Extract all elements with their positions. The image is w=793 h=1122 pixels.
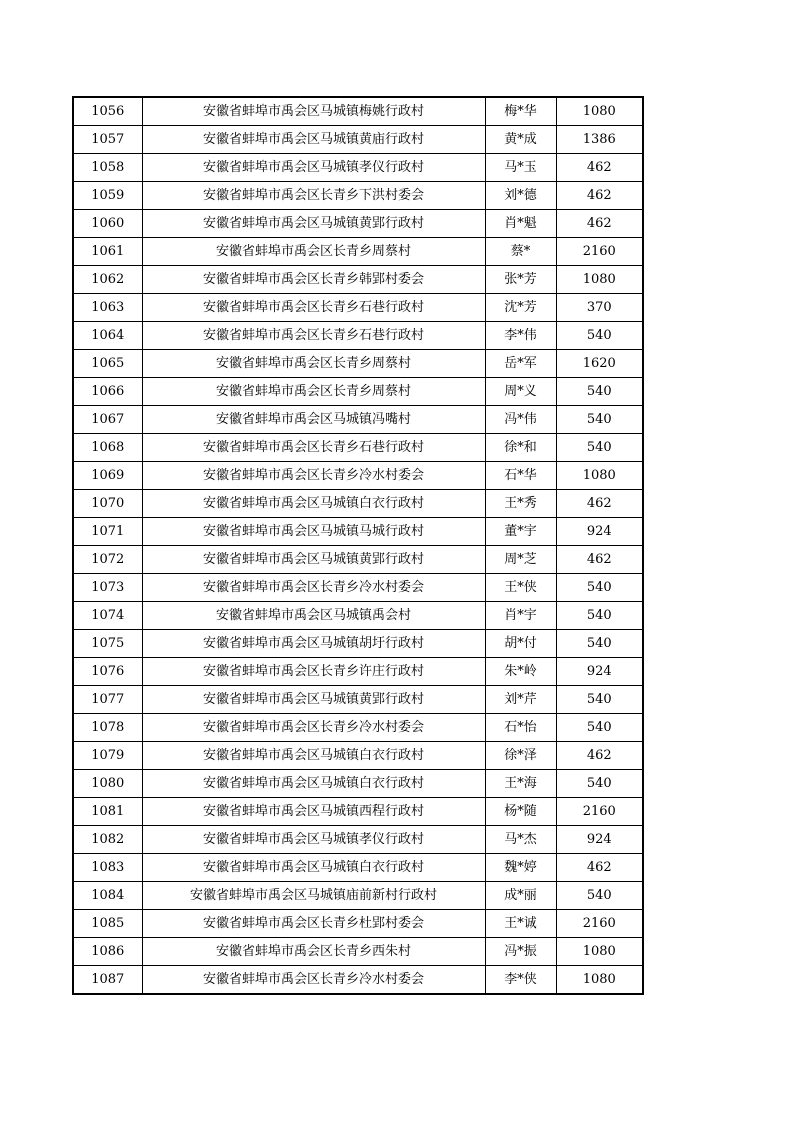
table-row [73, 742, 643, 770]
cell-amount: 540 [556, 602, 643, 630]
cell-amount: 462 [556, 854, 643, 882]
cell-name: 石*华 [485, 462, 556, 490]
cell-address: 安徽省蚌埠市禹会区马城镇黄郢行政村 [142, 210, 485, 238]
table-row [73, 686, 643, 714]
cell-name: 董*宇 [485, 518, 556, 546]
cell-serial-number: 1060 [73, 210, 142, 238]
cell-name: 胡*付 [485, 630, 556, 658]
cell-serial-number: 1085 [73, 910, 142, 938]
cell-name: 梅*华 [485, 97, 556, 126]
table-row [73, 294, 643, 322]
cell-address: 安徽省蚌埠市禹会区长青乡周蔡村 [142, 238, 485, 266]
cell-amount: 2160 [556, 238, 643, 266]
cell-amount: 1080 [556, 266, 643, 294]
cell-address: 安徽省蚌埠市禹会区马城镇黄郢行政村 [142, 546, 485, 574]
cell-name: 岳*军 [485, 350, 556, 378]
cell-name: 蔡* [485, 238, 556, 266]
cell-name: 沈*芳 [485, 294, 556, 322]
cell-serial-number: 1071 [73, 518, 142, 546]
cell-address: 安徽省蚌埠市禹会区马城镇马城行政村 [142, 518, 485, 546]
cell-serial-number: 1083 [73, 854, 142, 882]
cell-name: 徐*泽 [485, 742, 556, 770]
table-row [73, 938, 643, 966]
cell-name: 肖*宇 [485, 602, 556, 630]
cell-name: 王*侠 [485, 574, 556, 602]
cell-name: 刘*德 [485, 182, 556, 210]
table-body [73, 97, 643, 994]
cell-amount: 540 [556, 686, 643, 714]
table-row [73, 602, 643, 630]
cell-serial-number: 1067 [73, 406, 142, 434]
cell-amount: 540 [556, 434, 643, 462]
cell-serial-number: 1058 [73, 154, 142, 182]
cell-name: 成*丽 [485, 882, 556, 910]
cell-serial-number: 1079 [73, 742, 142, 770]
cell-amount: 924 [556, 518, 643, 546]
cell-address: 安徽省蚌埠市禹会区马城镇黄庙行政村 [142, 126, 485, 154]
cell-name: 周*义 [485, 378, 556, 406]
cell-amount: 924 [556, 826, 643, 854]
table-row [73, 378, 643, 406]
cell-address: 安徽省蚌埠市禹会区马城镇黄郢行政村 [142, 686, 485, 714]
cell-address: 安徽省蚌埠市禹会区马城镇白衣行政村 [142, 742, 485, 770]
table-row [73, 882, 643, 910]
table-row [73, 154, 643, 182]
table-row [73, 546, 643, 574]
cell-name: 王*秀 [485, 490, 556, 518]
cell-serial-number: 1066 [73, 378, 142, 406]
cell-address: 安徽省蚌埠市禹会区长青乡石巷行政村 [142, 434, 485, 462]
cell-amount: 1080 [556, 462, 643, 490]
cell-serial-number: 1082 [73, 826, 142, 854]
cell-serial-number: 1075 [73, 630, 142, 658]
table-row [73, 910, 643, 938]
cell-address: 安徽省蚌埠市禹会区马城镇胡圩行政村 [142, 630, 485, 658]
cell-name: 张*芳 [485, 266, 556, 294]
table-row [73, 238, 643, 266]
table-row [73, 966, 643, 995]
cell-serial-number: 1087 [73, 966, 142, 995]
cell-name: 王*诚 [485, 910, 556, 938]
cell-serial-number: 1074 [73, 602, 142, 630]
cell-name: 冯*伟 [485, 406, 556, 434]
table-row [73, 350, 643, 378]
cell-serial-number: 1069 [73, 462, 142, 490]
cell-name: 王*海 [485, 770, 556, 798]
table-row [73, 518, 643, 546]
table-row [73, 826, 643, 854]
cell-address: 安徽省蚌埠市禹会区长青乡杜郢村委会 [142, 910, 485, 938]
table-row [73, 630, 643, 658]
cell-name: 马*杰 [485, 826, 556, 854]
cell-serial-number: 1065 [73, 350, 142, 378]
cell-amount: 540 [556, 630, 643, 658]
cell-serial-number: 1072 [73, 546, 142, 574]
cell-serial-number: 1076 [73, 658, 142, 686]
cell-amount: 540 [556, 378, 643, 406]
cell-address: 安徽省蚌埠市禹会区马城镇孝仪行政村 [142, 154, 485, 182]
cell-amount: 540 [556, 574, 643, 602]
table-row [73, 658, 643, 686]
cell-serial-number: 1084 [73, 882, 142, 910]
cell-serial-number: 1063 [73, 294, 142, 322]
cell-address: 安徽省蚌埠市禹会区马城镇白衣行政村 [142, 854, 485, 882]
cell-address: 安徽省蚌埠市禹会区长青乡石巷行政村 [142, 294, 485, 322]
table-row [73, 462, 643, 490]
cell-amount: 1080 [556, 938, 643, 966]
cell-serial-number: 1057 [73, 126, 142, 154]
cell-address: 安徽省蚌埠市禹会区马城镇梅姚行政村 [142, 97, 485, 126]
table-row [73, 798, 643, 826]
cell-amount: 1386 [556, 126, 643, 154]
table-row [73, 97, 643, 126]
recipient-table [72, 96, 644, 995]
table-row [73, 854, 643, 882]
cell-address: 安徽省蚌埠市禹会区马城镇孝仪行政村 [142, 826, 485, 854]
table-row [73, 406, 643, 434]
cell-name: 徐*和 [485, 434, 556, 462]
table-row [73, 714, 643, 742]
table-row [73, 490, 643, 518]
cell-name: 马*玉 [485, 154, 556, 182]
cell-amount: 462 [556, 210, 643, 238]
cell-amount: 1080 [556, 966, 643, 995]
cell-address: 安徽省蚌埠市禹会区长青乡冷水村委会 [142, 574, 485, 602]
cell-address: 安徽省蚌埠市禹会区长青乡周蔡村 [142, 378, 485, 406]
cell-amount: 540 [556, 714, 643, 742]
cell-address: 安徽省蚌埠市禹会区马城镇白衣行政村 [142, 770, 485, 798]
cell-name: 冯*振 [485, 938, 556, 966]
cell-amount: 540 [556, 322, 643, 350]
table-row [73, 210, 643, 238]
cell-address: 安徽省蚌埠市禹会区马城镇白衣行政村 [142, 490, 485, 518]
cell-amount: 1080 [556, 97, 643, 126]
cell-serial-number: 1070 [73, 490, 142, 518]
table-row [73, 182, 643, 210]
cell-name: 刘*芹 [485, 686, 556, 714]
cell-serial-number: 1061 [73, 238, 142, 266]
cell-name: 李*伟 [485, 322, 556, 350]
cell-name: 石*怡 [485, 714, 556, 742]
cell-address: 安徽省蚌埠市禹会区长青乡周蔡村 [142, 350, 485, 378]
cell-address: 安徽省蚌埠市禹会区马城镇庙前新村行政村 [142, 882, 485, 910]
cell-serial-number: 1081 [73, 798, 142, 826]
cell-serial-number: 1080 [73, 770, 142, 798]
cell-address: 安徽省蚌埠市禹会区马城镇禹会村 [142, 602, 485, 630]
cell-amount: 462 [556, 546, 643, 574]
cell-amount: 2160 [556, 910, 643, 938]
cell-amount: 462 [556, 742, 643, 770]
cell-amount: 1620 [556, 350, 643, 378]
cell-address: 安徽省蚌埠市禹会区长青乡下洪村委会 [142, 182, 485, 210]
table-row [73, 434, 643, 462]
cell-amount: 540 [556, 882, 643, 910]
cell-address: 安徽省蚌埠市禹会区长青乡冷水村委会 [142, 462, 485, 490]
cell-name: 周*芝 [485, 546, 556, 574]
cell-name: 魏*婷 [485, 854, 556, 882]
table-row [73, 322, 643, 350]
cell-amount: 924 [556, 658, 643, 686]
cell-address: 安徽省蚌埠市禹会区马城镇西程行政村 [142, 798, 485, 826]
cell-name: 朱*岭 [485, 658, 556, 686]
cell-serial-number: 1062 [73, 266, 142, 294]
cell-address: 安徽省蚌埠市禹会区长青乡许庄行政村 [142, 658, 485, 686]
cell-amount: 540 [556, 770, 643, 798]
cell-serial-number: 1059 [73, 182, 142, 210]
cell-serial-number: 1056 [73, 97, 142, 126]
cell-address: 安徽省蚌埠市禹会区长青乡石巷行政村 [142, 322, 485, 350]
cell-name: 黄*成 [485, 126, 556, 154]
cell-name: 肖*魁 [485, 210, 556, 238]
cell-amount: 462 [556, 154, 643, 182]
cell-address: 安徽省蚌埠市禹会区长青乡冷水村委会 [142, 714, 485, 742]
cell-serial-number: 1073 [73, 574, 142, 602]
table-row [73, 574, 643, 602]
cell-amount: 462 [556, 490, 643, 518]
cell-serial-number: 1086 [73, 938, 142, 966]
cell-amount: 2160 [556, 798, 643, 826]
cell-address: 安徽省蚌埠市禹会区马城镇冯嘴村 [142, 406, 485, 434]
table-row [73, 266, 643, 294]
cell-serial-number: 1064 [73, 322, 142, 350]
cell-name: 杨*随 [485, 798, 556, 826]
cell-serial-number: 1068 [73, 434, 142, 462]
cell-serial-number: 1077 [73, 686, 142, 714]
cell-serial-number: 1078 [73, 714, 142, 742]
cell-address: 安徽省蚌埠市禹会区长青乡西朱村 [142, 938, 485, 966]
table-row [73, 770, 643, 798]
cell-name: 李*侠 [485, 966, 556, 995]
cell-address: 安徽省蚌埠市禹会区长青乡韩郢村委会 [142, 266, 485, 294]
cell-amount: 540 [556, 406, 643, 434]
table-row [73, 126, 643, 154]
cell-address: 安徽省蚌埠市禹会区长青乡冷水村委会 [142, 966, 485, 995]
cell-amount: 462 [556, 182, 643, 210]
cell-amount: 370 [556, 294, 643, 322]
